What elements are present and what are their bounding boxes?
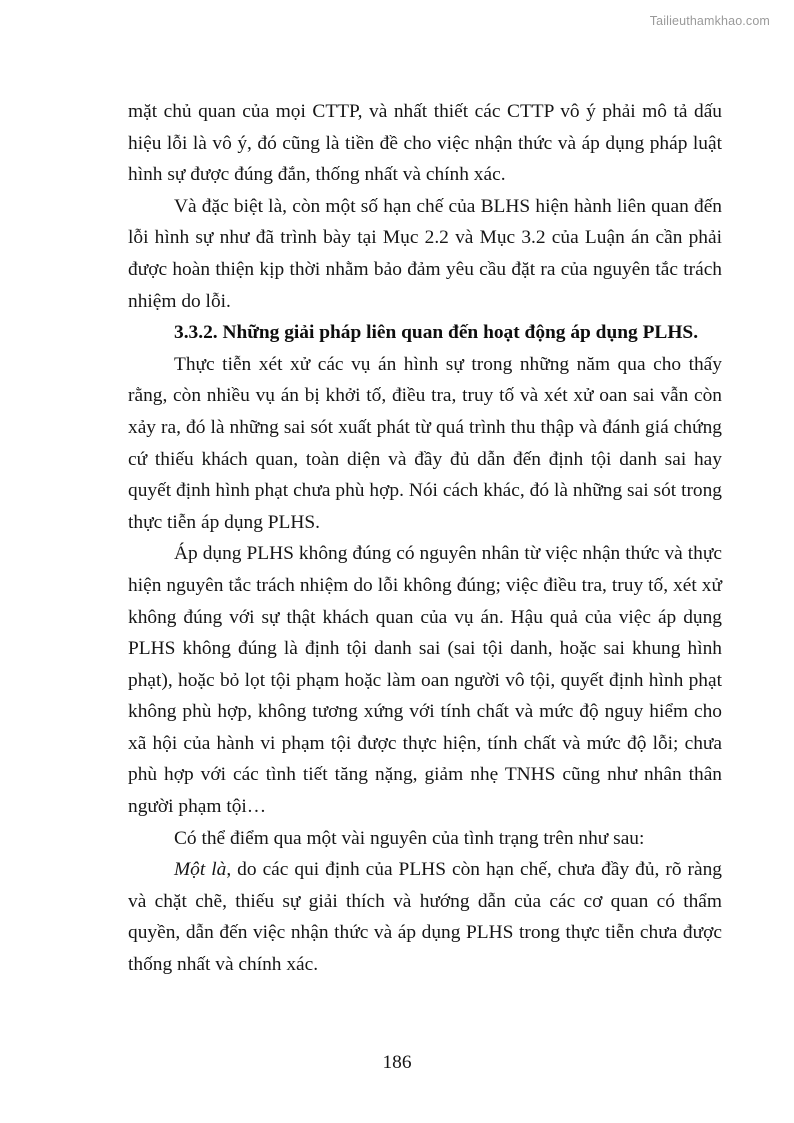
- paragraph-2: Và đặc biệt là, còn một số hạn chế của BLHS hiện hành liên quan đến lỗi hình sự như đã trình bày tại Mục 2.2 và Mục 3.2 của Luận án cần phải được hoàn thiện kịp thời nhằm bảo đảm yêu cầu đặt ra của nguyên tắc trách nhiệm do lỗi.: [128, 195, 722, 312]
- paragraph-5: Có thể điểm qua một vài nguyên của tình trạng trên như sau:: [174, 827, 645, 849]
- paragraph-1: mặt chủ quan của mọi CTTP, và nhất thiết các CTTP vô ý phải mô tả dấu hiệu lỗi là vô ý, đó cũng là tiền đề cho việc nhận thức và áp dụng pháp luật hình sự được đúng đắn, thống nhất và chính xác.: [128, 101, 722, 186]
- paragraph-6-italic-lead: Một là: [174, 859, 227, 881]
- paragraph-6-body: , do các qui định của PLHS còn hạn chế, chưa đầy đủ, rõ ràng và chặt chẽ, thiếu sự giải thích và hướng dẫn của các cơ quan có thẩm quyền, dẫn đến việc nhận thức và áp dụng PLHS trong thực tiễn chưa được thống nhất và chính xác.: [128, 859, 722, 976]
- page-number: 186: [382, 1052, 412, 1073]
- page-body: [128, 96, 722, 981]
- paragraph-6: [128, 854, 722, 980]
- site-watermark: Tailieuthamkhao.com: [649, 14, 770, 28]
- paragraph-3: Thực tiễn xét xử các vụ án hình sự trong những năm qua cho thấy rằng, còn nhiều vụ án bị khởi tố, điều tra, truy tố và xét xử oan sai vẫn còn xảy ra, đó là những sai sót xuất phát từ quá trình thu thập và đánh giá chứng cứ thiếu khách quan, toàn diện và đầy đủ dẫn đến định tội danh sai hay quyết định hình phạt chưa phù hợp. Nói cách khác, đó là những sai sót trong thực tiễn áp dụng PLHS.: [128, 353, 722, 533]
- paragraph-4: Áp dụng PLHS không đúng có nguyên nhân từ việc nhận thức và thực hiện nguyên tắc trách nhiệm do lỗi không đúng; việc điều tra, truy tố, xét xử không đúng với sự thật khách quan của vụ án. Hậu quả của việc áp dụng PLHS không đúng là định tội danh sai (sai tội danh, hoặc sai khung hình phạt), hoặc bỏ lọt tội phạm hoặc làm oan người vô tội, quyết định hình phạt không phù hợp, không tương xứng với tính chất và mức độ nguy hiểm cho xã hội của hành vi phạm tội được thực hiện, tính chất và mức độ lỗi; chưa phù hợp với các tình tiết tăng nặng, giảm nhẹ TNHS cũng như nhân thân người phạm tội…: [128, 543, 722, 818]
- section-heading-3-3-2: 3.3.2. Những giải pháp liên quan đến hoạt động áp dụng PLHS.: [174, 322, 699, 344]
